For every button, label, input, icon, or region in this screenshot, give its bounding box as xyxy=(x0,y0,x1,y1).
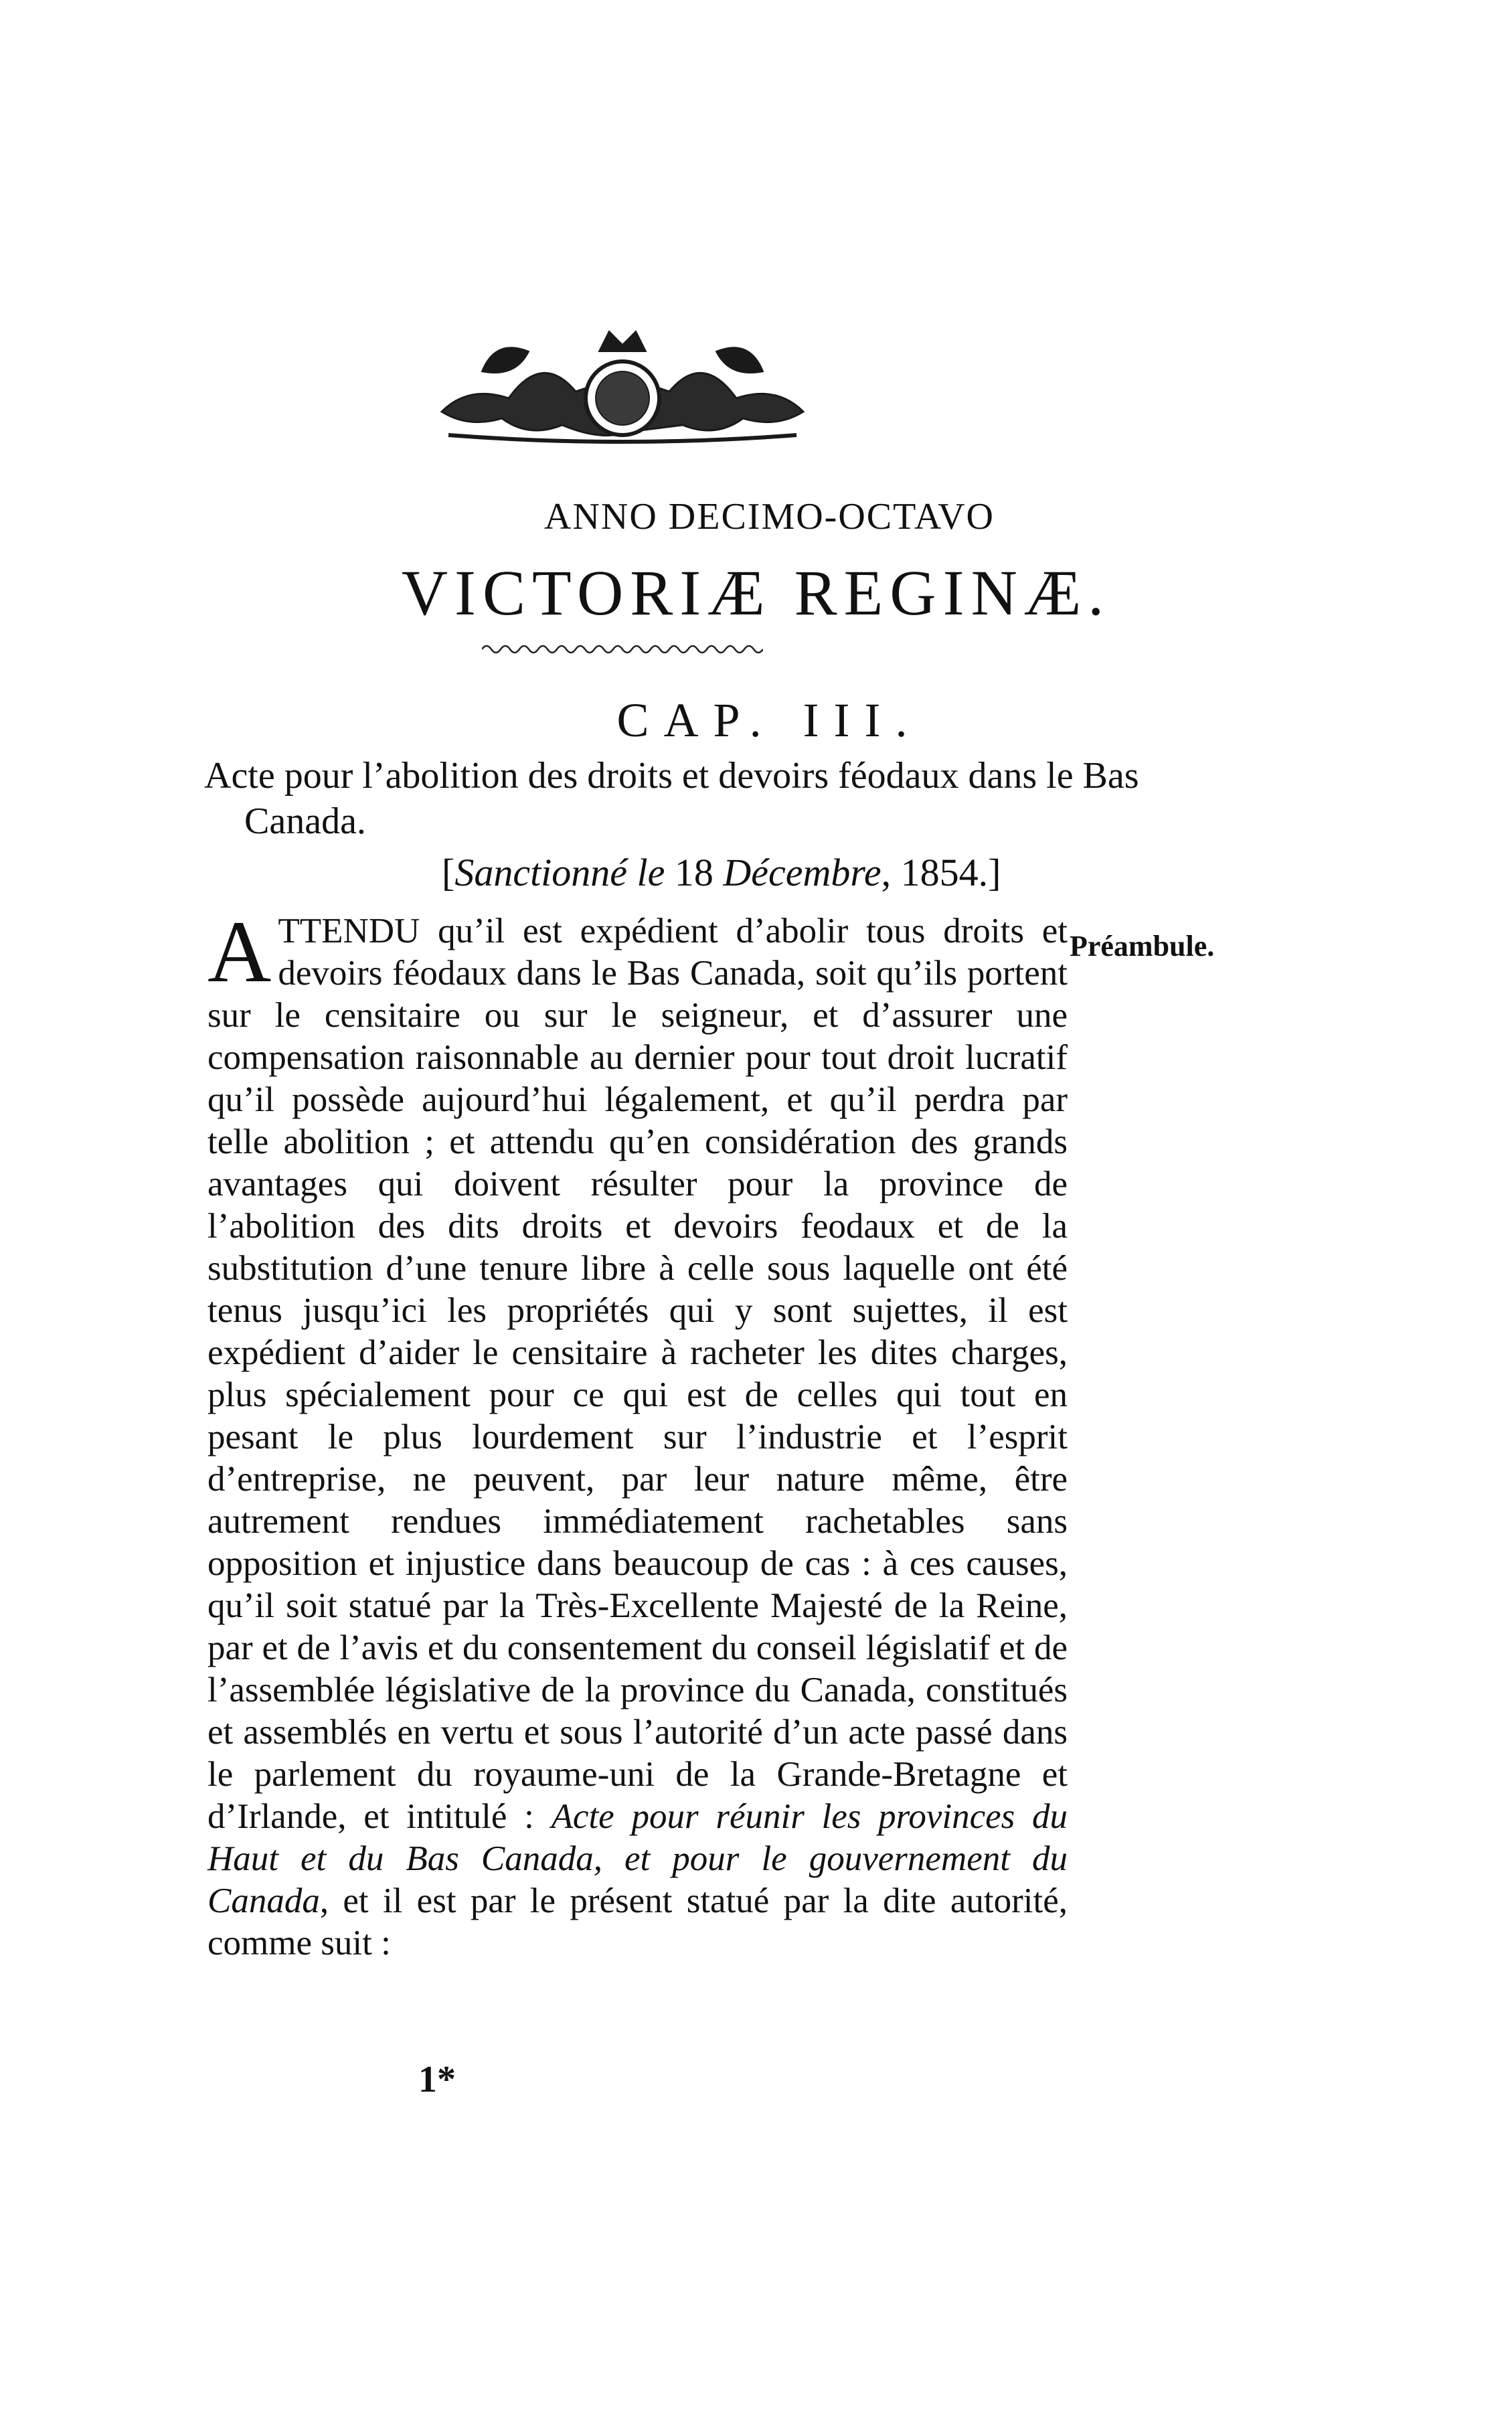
preamble-paragraph xyxy=(207,902,1068,1964)
preamble-text-end: , et il est par le présent statué par la dite autorité, comme suit : xyxy=(207,1881,1068,1962)
sanction-year: , 1854.] xyxy=(881,851,1001,894)
sanction-open-bracket: [ xyxy=(442,851,455,894)
regnal-year-heading: ANNO DECIMO-OCTAVO xyxy=(544,496,995,537)
royal-crest-icon xyxy=(428,311,817,445)
chapter-number: CAP. III. xyxy=(616,693,922,747)
sanction-date xyxy=(442,850,1001,895)
marginal-note: Préambule. xyxy=(1070,930,1215,962)
act-title: Acte pour l’abolition des droits et devoirs féodaux dans le Bas Canada. xyxy=(204,755,1139,842)
sanction-word: Sanctionné xyxy=(454,851,628,894)
sanction-month: Décembre xyxy=(723,851,881,894)
sanction-le: le xyxy=(627,851,675,894)
sanction-day: 18 xyxy=(674,851,724,894)
preamble-text: TTENDU qu’il est expédient d’abolir tous droits et devoirs féodaux dans le Bas Canada, soit qu’ils portent sur le censitaire ou sur le seigneur, et d’assurer une compensation raisonnable au dernier pour tout droit lucratif qu’il possède aujourd’hui légalement, et qu’il perdra par telle abolition ; et attendu qu’en considération des grands avantages qui doivent résulter pour la province de l’abolition des dits droits et devoirs feodaux et de la substitution d’une tenure libre à celle sous laquelle ont été tenus jusqu’ici les propriétés qui y sont sujettes, il est expédient d’aider le censitaire à racheter les dites charges, plus spécialement pour ce qui est de celles qui tout en pesant le plus lourdement sur l’industrie et l’esprit d’entreprise, ne peuvent, par leur nature même, être autrement rendues immédiatement rachetables sans opposition et injustice dans beaucoup de cas : à ces causes, qu’il soit statué par la Très-Excellente Majesté de la Reine, par et de l’avis et du consentement du conseil législatif et de l’assemblée législative de la province du Canada, constitués et assemblés en vertu et sous l’autorité d’un acte passé dans le parlement du royaume-uni de la Grande-Bretagne et d’Irlande, et intitulé : xyxy=(207,912,1068,1836)
wavy-rule-divider xyxy=(482,643,763,656)
monarch-heading: VICTORIÆ REGINÆ. xyxy=(401,557,1111,628)
cited-act-title: Acte pour réunir les provinces du Haut et du Bas Canada, et pour le gouvernement du Canada xyxy=(207,1797,1068,1920)
signature-mark: 1* xyxy=(418,2059,456,2100)
drop-cap: A xyxy=(207,902,272,1001)
